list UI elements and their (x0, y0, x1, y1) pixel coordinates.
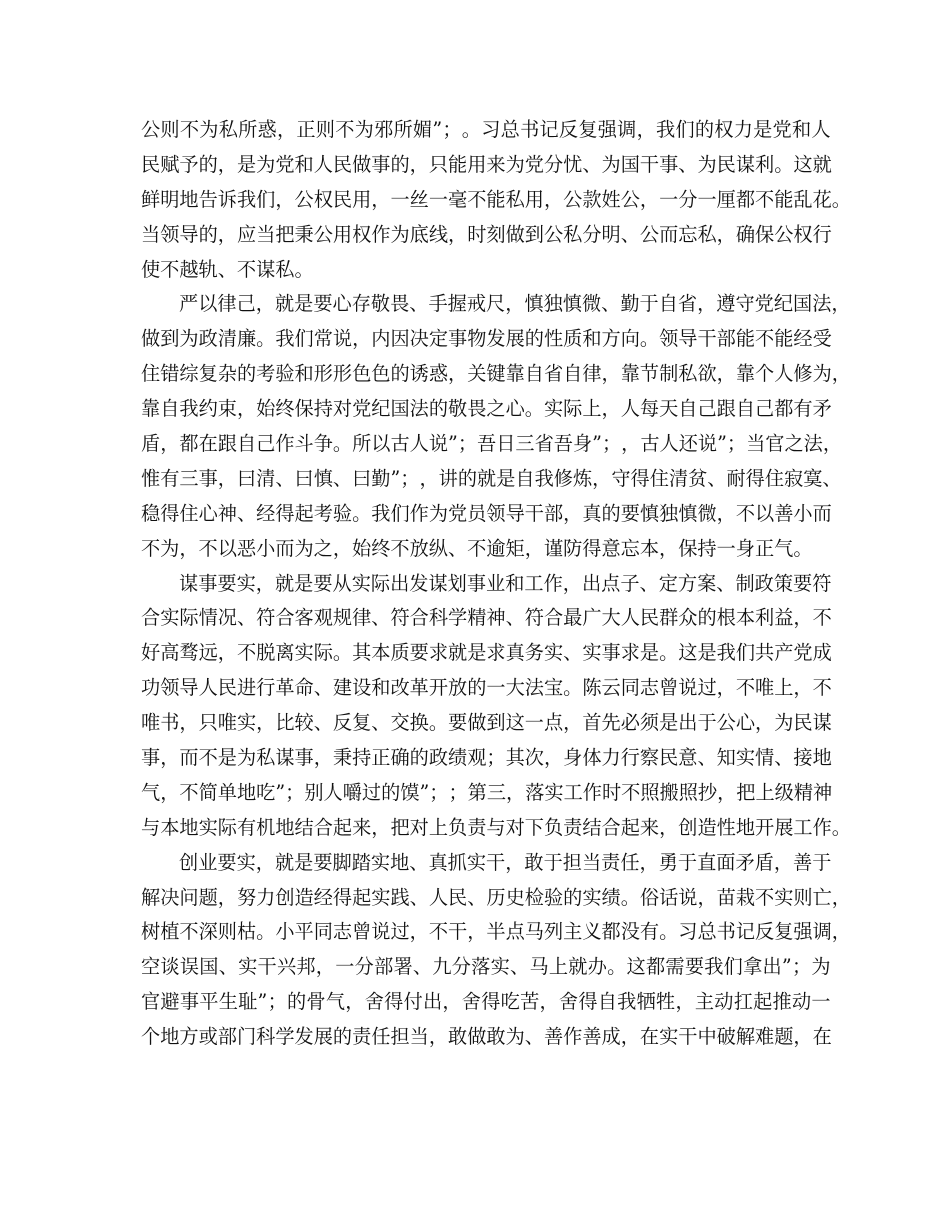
text-line: 官 避 事 平 生 耻 ” ； 的 骨 气 ， 舍 得 付 出 ， 舍 得 吃 苦 ， 舍 得 自 我 牺 牲 ， 主 动 扛 起 推 动 一 (141, 990, 831, 1014)
text-line: 个 地 方 或 部 门 科 学 发 展 的 责 任 担 当 ， 敢 做 敢 为 、 善 作 善 成 ， 在 实 干 中 破 解 难 题 ， 在 (141, 1025, 832, 1049)
text-line: 鲜 明 地 告 诉 我 们 ， 公 权 民 用 ， 一 丝 一 毫 不 能 私 用 ， 公 款 姓 公 ， 一 分 一 厘 都 不 能 乱 花 。 (141, 187, 851, 211)
text-line: 公 则 不 为 私 所 惑 ， 正 则 不 为 邪 所 媚 ” ； 。 习 总 书 记 反 复 强 调 ， 我 们 的 权 力 是 党 和 人 (141, 118, 831, 141)
text-line: 树 植 不 深 则 枯 。 小 平 同 志 曾 说 过 ， 不 干 ， 半 点 马 列 主 义 都 没 有 。 习 总 书 记 反 复 强 调 ， (141, 920, 851, 944)
text-line: 惟 有 三 事 ， 曰 清 、 曰 慎 、 曰 勤 ” ； ， 讲 的 就 是 自 我 修 炼 ， 守 得 住 清 贫 、 耐 得 住 寂 寞 、 (141, 466, 842, 490)
text-line: 空 谈 误 国 、 实 干 兴 邦 ， 一 分 部 署 、 九 分 落 实 、 马 上 就 办 。 这 都 需 要 我 们 拿 出 ” ； 为 (141, 955, 831, 979)
text-line: 好 高 骛 远 ， 不 脱 离 实 际 。 其 本 质 要 求 就 是 求 真 务 实 、 实 事 求 是 。 这 是 我 们 共 产 党 成 (141, 641, 832, 665)
body-text (141, 113, 851, 1055)
text-line-content: 使不越轨、不谋私。 (141, 257, 314, 281)
text-line: 谋 事 要 实 ， 就 是 要 从 实 际 出 发 谋 划 事 业 和 工 作 ， 出 点 子 、 定 方 案 、 制 政 策 要 符 (179, 571, 832, 595)
text-line: 功 领 导 人 民 进 行 革 命 、 建 设 和 改 革 开 放 的 一 大 法 宝 。 陈 云 同 志 曾 说 过 ， 不 唯 上 ， 不 (141, 676, 832, 700)
text-line: 与 本 地 实 际 有 机 地 结 合 起 来 ， 把 对 上 负 责 与 对 下 负 责 结 合 起 来 ， 创 造 性 地 开 展 工 作 。 (141, 815, 851, 839)
text-line: 严 以 律 己 ， 就 是 要 心 存 敬 畏 、 手 握 戒 尺 ， 慎 独 慎 微 、 勤 于 自 省 ， 遵 守 党 纪 国 法 ， (179, 292, 851, 316)
text-line: 稳 得 住 心 神 、 经 得 起 考 验 。 我 们 作 为 党 员 领 导 干 部 ， 真 的 要 慎 独 慎 微 ， 不 以 善 小 而 (141, 501, 832, 525)
text-line-content: 不为，不以恶小而为之，始终不放纵、不逾矩，谨防得意忘本，保持一身正气。 (141, 536, 813, 560)
text-line: 唯 书 ， 只 唯 实 ， 比 较 、 反 复 、 交 换 。 要 做 到 这 一 点 ， 首 先 必 须 是 出 于 公 心 ， 为 民 谋 (141, 711, 832, 735)
text-line: 事 ， 而 不 是 为 私 谋 事 ， 秉 持 正 确 的 政 绩 观 ； 其 次 ， 身 体 力 行 察 民 意 、 知 实 情 、 接 地 (141, 746, 832, 770)
text-line: 民 赋 予 的 ， 是 为 党 和 人 民 做 事 的 ， 只 能 用 来 为 党 分 忧 、 为 国 干 事 、 为 民 谋 利 。 这 就 (141, 152, 832, 176)
text-line: 当 领 导 的 ， 应 当 把 秉 公 用 权 作 为 底 线 ， 时 刻 做 到 公 私 分 明 、 公 而 忘 私 ， 确 保 公 权 行 (141, 222, 832, 246)
text-line (141, 253, 831, 288)
text-line: 创 业 要 实 ， 就 是 要 脚 踏 实 地 、 真 抓 实 干 ， 敢 于 担 当 责 任 ， 勇 于 直 面 矛 盾 ， 善 于 (179, 850, 832, 874)
text-line: 气 ， 不 简 单 地 吃 ” ； 别 人 嚼 过 的 馍 ” ； ； 第 三 ， 落 实 工 作 时 不 照 搬 照 抄 ， 把 上 级 精 神 (141, 780, 833, 804)
text-line (141, 532, 831, 567)
text-line: 合 实 际 情 况 、 符 合 客 观 规 律 、 符 合 科 学 精 神 、 符 合 最 广 大 人 民 群 众 的 根 本 利 益 ， 不 (141, 606, 832, 630)
text-line: 靠 自 我 约 束 ， 始 终 保 持 对 党 纪 国 法 的 敬 畏 之 心 。 实 际 上 ， 人 每 天 自 己 跟 自 己 都 有 矛 (141, 397, 832, 421)
text-line: 解 决 问 题 ， 努 力 创 造 经 得 起 实 践 、 人 民 、 历 史 检 验 的 实 绩 。 俗 话 说 ， 苗 栽 不 实 则 亡 ， (141, 885, 851, 909)
text-line: 住 错 综 复 杂 的 考 验 和 形 形 色 色 的 诱 惑 ， 关 键 靠 自 省 自 律 ， 靠 节 制 私 欲 ， 靠 个 人 修 为 ， (141, 362, 851, 386)
text-line: 盾 ， 都 在 跟 自 己 作 斗 争 。 所 以 古 人 说 ” ； 吾 日 三 省 吾 身 ” ； ， 古 人 还 说 ” ； 当 官 之 法 ， (141, 432, 842, 456)
text-line: 做 到 为 政 清 廉 。 我 们 常 说 ， 内 因 决 定 事 物 发 展 的 性 质 和 方 向 。 领 导 干 部 能 不 能 经 受 (141, 327, 832, 351)
